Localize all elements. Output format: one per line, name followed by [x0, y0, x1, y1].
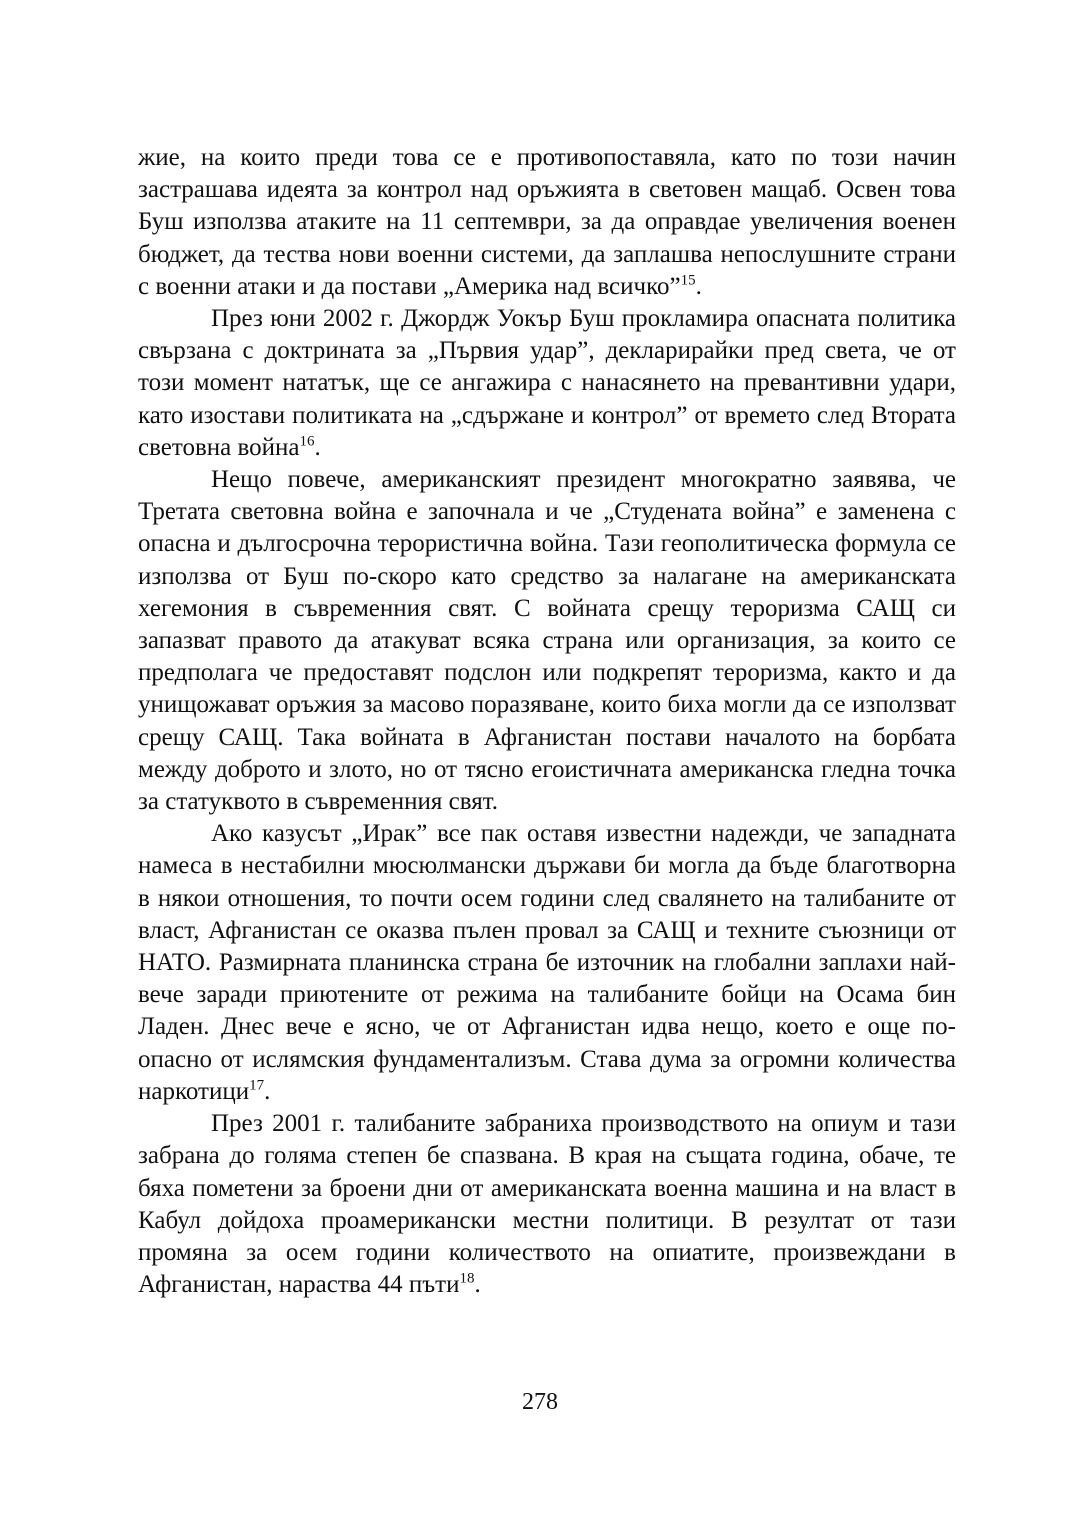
body-text: [138, 142, 956, 1301]
paragraph-text: жие, на които преди това се е противопоставяла, като по този начин застрашава идеята за контрол над оръжията в световен мащаб. Освен това Буш използва атаките на 11 септември, за да оправдае увеличения военен бюджет, да тества нови военни системи, да заплашва непослушните страни с военни атаки и да постави „Америка над всичко”: [138, 144, 956, 300]
paragraph-tail: .: [264, 1077, 271, 1105]
footnote-marker[interactable]: 15: [680, 272, 696, 289]
paragraph-text: През 2001 г. талибаните забраниха производството на опиум и тази забрана до голяма степен бе спазвана. В края на същата година, обаче, те бяха пометени за броени дни от американската военна машина и на власт в Кабул дойдоха проамерикански местни политици. В резултат от тази промяна за осем години количеството на опиатите, произвеждани в Афганистан, нараства 44 пъти: [138, 1110, 956, 1299]
footnote-marker[interactable]: 16: [299, 433, 315, 450]
page-number: 278: [522, 1389, 558, 1415]
footnote-marker[interactable]: 17: [249, 1077, 265, 1094]
footnote-marker[interactable]: 18: [459, 1270, 475, 1287]
paragraph-tail: .: [695, 272, 702, 300]
paragraph-continuation: [138, 142, 956, 303]
paragraph-text: Нещо повече, американският президент многократно заявява, че Третата световна война е започнала и че „Студената война” е заменена с опасна и дългосрочна терористична война. Тази геополитическа формула се използва от Буш по-скоро като средство за налагане на американската хегемония в съвременния свят. С войната срещу тероризма САЩ си запазват правото да атакуват всяка страна или организация, за които се предполага че предоставят подслон или подкрепят тероризма, както и да унищожават оръжия за масово поразяване, които биха могли да се използват срещу САЩ. Така войната в Афганистан постави началото на борбата между доброто и злото, но от тясно егоистичната американска гледна точка за статуквото в съвременния свят.: [138, 466, 956, 816]
paragraph-text: През юни 2002 г. Джордж Уокър Буш прокламира опасната политика свързана с доктрината за „Първия удар”, декларирайки пред света, че от този момент нататък, ще се ангажира с нанасянето на превантивни удари, като изостави политиката на „сдържане и контрол” от времето след Втората световна война: [138, 305, 956, 461]
paragraph: [138, 1108, 956, 1301]
paragraph-tail: .: [474, 1271, 481, 1299]
paragraph: [138, 818, 956, 1108]
paragraph: [138, 303, 956, 464]
paragraph-tail: .: [314, 433, 321, 461]
paragraph: [138, 464, 956, 818]
paragraph-text: Ако казусът „Ирак” все пак оставя известни надежди, че западната намеса в нестабилни мюсюлмански държави би могла да бъде благотворна в някои отношения, то почти осем години след свалянето на талибаните от власт, Афганистан се оказва пълен провал за САЩ и техните съюзници от НАТО. Размирната планинска страна бе източник на глобални заплахи най-вече заради приютените от режима на талибаните бойци на Осама бин Ладен. Днес вече е ясно, че от Афганистан идва нещо, което е още по-опасно от ислямския фундаментализъм. Става дума за огромни количества наркотици: [138, 820, 956, 1105]
